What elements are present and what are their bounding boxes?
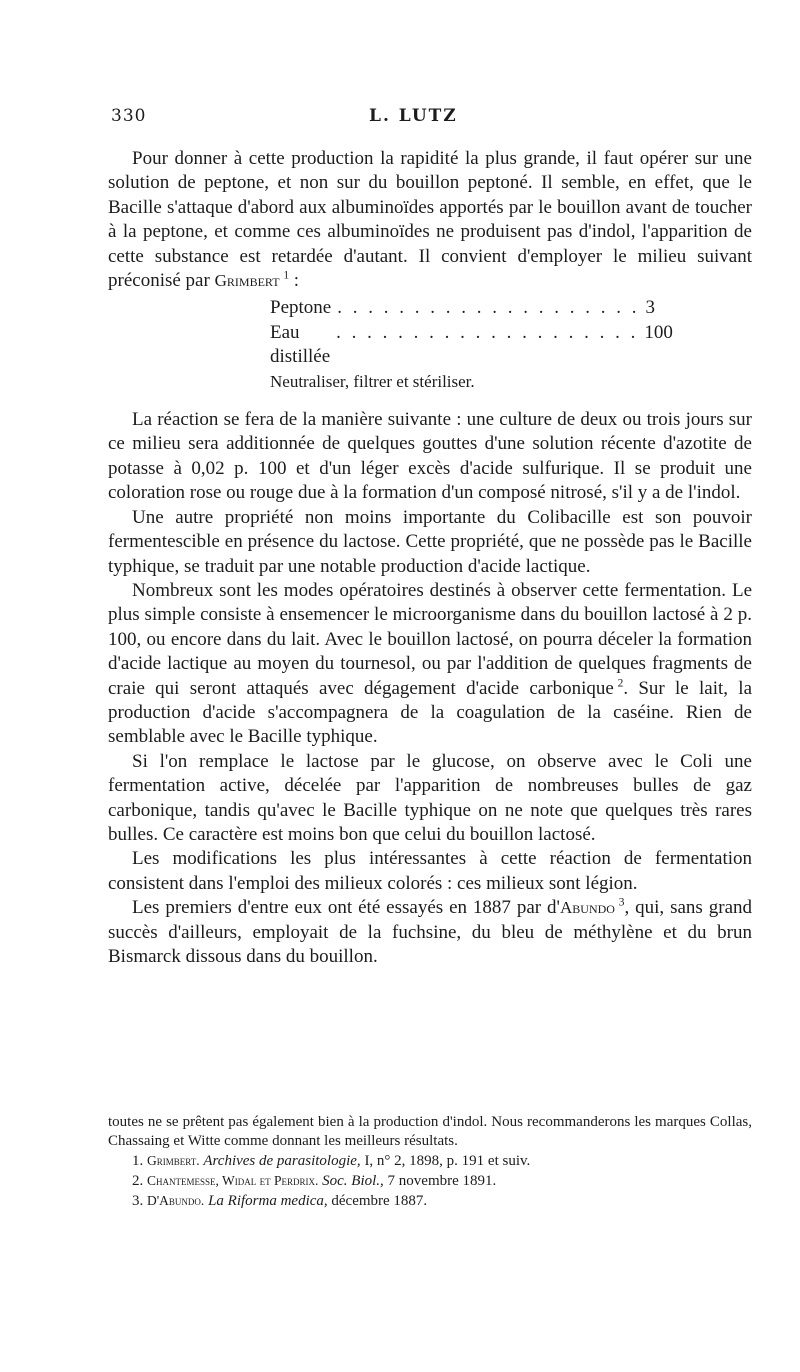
footnote-ref-3: 3	[618, 896, 625, 909]
footnote-ref-1: 1	[283, 269, 290, 282]
running-header	[111, 106, 752, 130]
paragraph-2: La réaction se fera de la manière suivante : une culture de deux ou trois jours sur ce milieu sera additionnée de quelques gouttes d'une solution récente d'azotite de potasse à 0,02 p. 100 et d'un léger excès d'acide sulfurique. Il se produit une coloration rose ou rouge due à la formation d'un composé nitrosé, s'il y a de l'indol.	[108, 409, 752, 504]
footnote-number: 3.	[132, 1193, 144, 1209]
recipe-note: Neutraliser, filtrer et stériliser.	[270, 371, 475, 391]
running-head-author: L. LUTZ	[369, 106, 458, 126]
footnote-number: 2.	[132, 1173, 144, 1189]
recipe-label: Eau distillée	[270, 321, 331, 368]
paragraph-4	[108, 579, 752, 750]
recipe-value: 3	[645, 297, 655, 319]
paragraph-3: Une autre propriété non moins importante du Colibacille est son pouvoir fermentescible en présence du lactose. Cette propriété, que ne possède pas le Bacille typhique, se traduit par une notable production d'acide lactique.	[108, 506, 752, 577]
footnotes	[108, 1113, 752, 1211]
footnote-title: Archives de parasitologie,	[203, 1153, 361, 1169]
author-name-abundo: Abundo	[559, 898, 615, 918]
paragraph-1-text: Pour donner à cette production la rapidité la plus grande, il faut opérer sur une solution de peptone, et non sur du bouillon peptoné. Il semble, en effet, que le Bacille s'attaque d'abord aux albuminoïdes apportés par le bouillon avant de toucher à la peptone, et comme ces albuminoïdes ne produisent pas d'indol, l'apparition de cette substance est retardée d'autant. Il convient d'employer le milieu suivant préconisé par	[108, 148, 752, 292]
dot-leader: . . . . . . . . . . . . . . . . . . . .	[336, 321, 639, 343]
recipe-value: 100	[644, 321, 673, 343]
recipe-row	[270, 321, 673, 370]
recipe-label: Peptone	[270, 297, 332, 319]
paragraph-5: Si l'on remplace le lactose par le glucose, on observe avec le Coli une fermentation active, décelée par l'apparition de nombreuses bulles de gaz carbonique, tandis qu'avec le Bacille typhique on ne note que quelques très rares bulles. Ce caractère est moins bon que celui du bouillon lactosé.	[108, 750, 752, 845]
paragraph-1-end: :	[289, 270, 300, 292]
footnote-author: D'Abundo.	[147, 1193, 205, 1208]
footnote-details: I, n° 2, 1898, p. 191 et suiv.	[364, 1153, 531, 1169]
paragraph-7-start: Les premiers d'entre eux ont été essayés en 1887 par d'	[132, 897, 560, 919]
footnote-continuation: toutes ne se prêtent pas également bien à la production d'indol. Nous recommanderons les marques Collas, Chassaing et Witte comme donnant les meilleurs résultats.	[108, 1114, 752, 1149]
footnote-title: Soc. Biol.,	[322, 1173, 384, 1189]
paragraph-7	[108, 896, 752, 969]
author-name-grimbert: Grimbert	[214, 271, 280, 291]
dot-leader: . . . . . . . . . . . . . . . . . . . .	[337, 297, 640, 319]
main-text	[108, 147, 752, 969]
recipe-row	[270, 296, 655, 320]
footnote-2	[108, 1171, 752, 1191]
footnote-title: La Riforma medica,	[208, 1193, 328, 1209]
footnote-details: 7 novembre 1891.	[387, 1173, 497, 1189]
recipe-block	[270, 296, 673, 394]
footnote-number: 1.	[132, 1153, 144, 1169]
paragraph-1	[108, 147, 752, 293]
paragraph-4-text: Nombreux sont les modes opératoires destinés à observer cette fermentation. Le plus simple consiste à ensemencer le microorganisme dans du bouillon lactosé à 2 p. 100, ou encore dans du lait. Avec le bouillon lactosé, on pourra déceler la formation d'acide lactique au moyen du tournesol, ou par l'addition de quelques fragments de craie qui seront attaqués avec dégagement d'acide carbonique	[108, 579, 752, 699]
paragraph-6: Les modifications les plus intéressantes à cette réaction de fermentation consistent dans l'emploi des milieux colorés : ces milieux sont légion.	[108, 848, 752, 894]
footnote-ref-2: 2	[617, 677, 624, 690]
footnote-3	[108, 1191, 752, 1211]
footnote-author: Chantemesse, Widal et Perdrix.	[147, 1173, 319, 1188]
footnote-1	[108, 1151, 752, 1171]
paragraph-7-end: , qui, sans grand succès d'ailleurs, employait de la fuchsine, du bleu de méthylène et du brun Bismarck dissous dans du bouillon.	[108, 897, 752, 967]
footnote-details: décembre 1887.	[331, 1193, 428, 1209]
page-number: 330	[111, 106, 147, 126]
paragraph-4-end: . Sur le lait, la production d'acide s'accompagnera de la coagulation de la caséine. Rien de semblable avec le Bacille typhique.	[108, 677, 752, 748]
footnote-author: Grimbert.	[147, 1153, 200, 1168]
